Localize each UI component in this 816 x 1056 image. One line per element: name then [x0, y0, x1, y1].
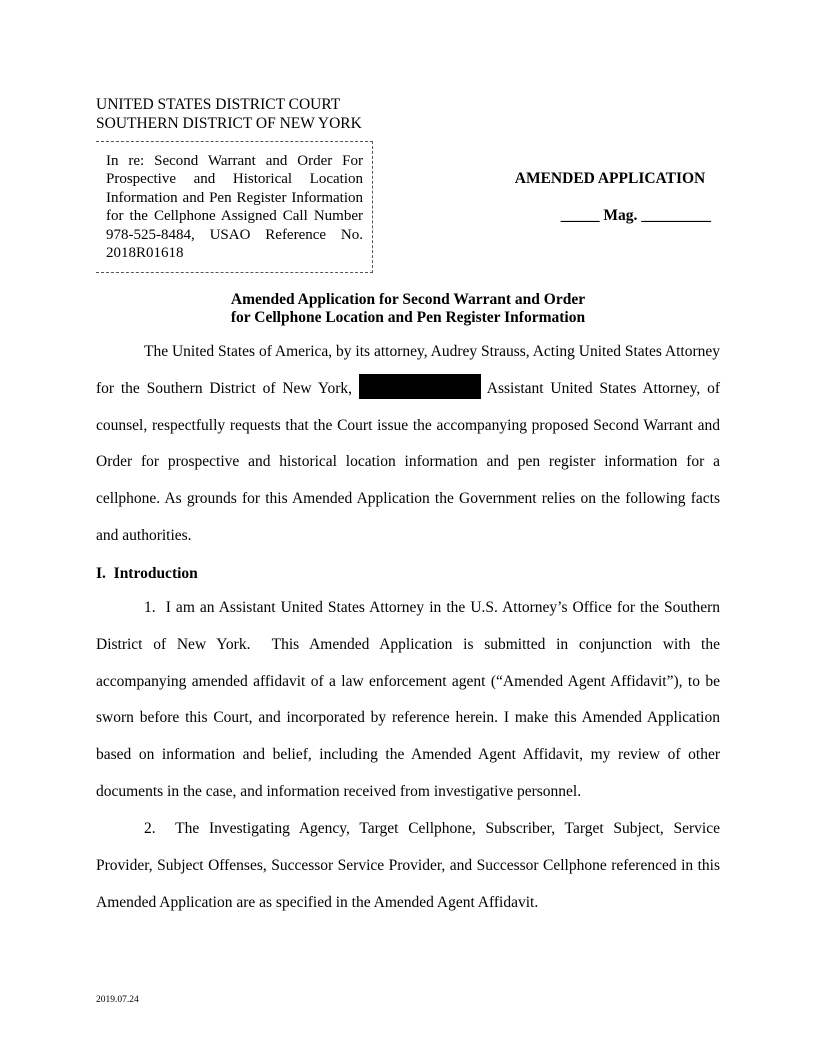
- paragraph-1: 1. I am an Assistant United States Attorney in the U.S. Attorney’s Office for the Southern District of New York. This Amended Application is submitted in conjunction with the accompanying amended affidavit of a law enforcement agent (“Amended Agent Affidavit”), to be sworn before this Court, and incorporated by reference herein. I make this Amended Application based on information and belief, including the Amended Agent Affidavit, my review of other documents in the case, and information received from investigative personnel.: [96, 599, 720, 800]
- paragraph-2: 2. The Investigating Agency, Target Cellphone, Subscriber, Target Subject, Service Provider, Subject Offenses, Successor Service Provider, and Successor Cellphone referenced in this Amended Application are as specified in the Amended Agent Affidavit.: [96, 820, 720, 911]
- intro-text-before-redaction: The United States of America, by its attorney, Audrey Strauss, Acting United States Attorney for the Southern District of New York,: [96, 343, 720, 397]
- document-title: [96, 291, 720, 327]
- case-caption-box: [96, 141, 373, 273]
- intro-paragraph: [96, 334, 720, 555]
- document-title-line2: for Cellphone Location and Pen Register Information: [230, 309, 586, 326]
- section-heading-introduction: I. Introduction: [96, 565, 198, 582]
- intro-text-after-redaction: Assistant United States Attorney, of counsel, respectfully requests that the Court issue the accompanying proposed Second Warrant and Order for prospective and historical location information and pen register information for a cellphone. As grounds for this Amended Application the Government relies on the following facts and authorities.: [96, 379, 720, 544]
- court-header: [96, 96, 386, 133]
- case-caption-text: In re: Second Warrant and Order For Prospective and Historical Location Information and Pen Register Information for the Cellphone Assigned Call Number 978-525-8484, USAO Reference No. 2018R01618: [106, 153, 363, 262]
- filing-title: AMENDED APPLICATION: [514, 170, 706, 187]
- redaction-block: [359, 374, 481, 399]
- district-name-line: SOUTHERN DISTRICT OF NEW YORK: [96, 114, 362, 132]
- court-name-line: UNITED STATES DISTRICT COURT: [96, 96, 341, 113]
- footer-date: 2019.07.24: [96, 995, 139, 1005]
- document-title-line1: Amended Application for Second Warrant and Order: [230, 291, 586, 308]
- magistrate-number-line: _____ Mag. _________: [560, 207, 711, 224]
